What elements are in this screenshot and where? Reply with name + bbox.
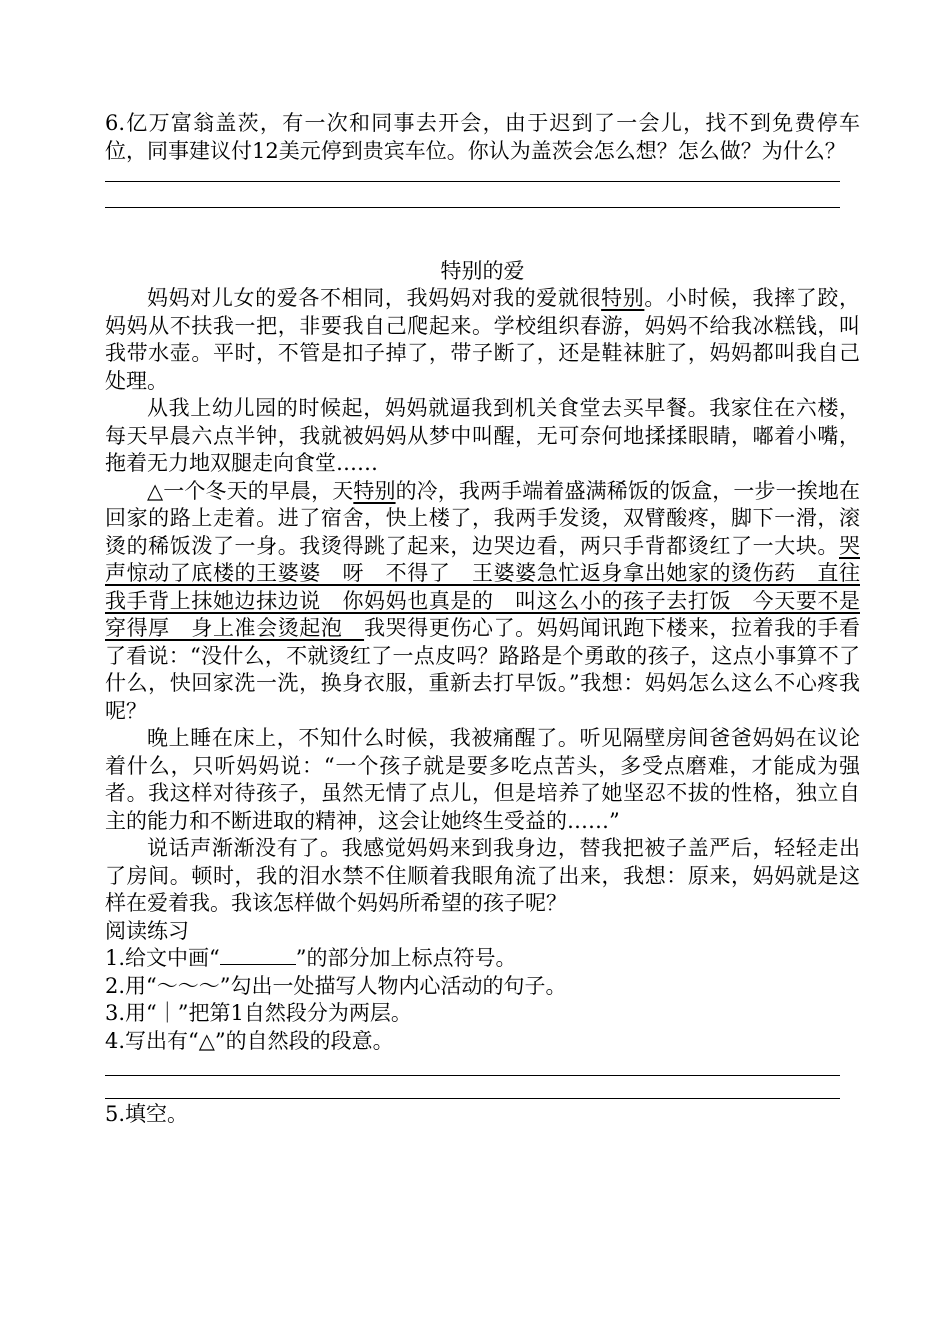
exercise-1: 1.给文中画“ ”的部分加上标点符号。: [105, 946, 517, 970]
article-title: 特别的爱: [440, 259, 525, 283]
exercise-3: 3.用“｜”把第1自然段分为两层。: [105, 1001, 412, 1025]
exercise-5: 5.填空。: [105, 1102, 189, 1126]
underlined-word: 特别: [601, 286, 645, 310]
underlined-word: 特别: [353, 478, 396, 503]
question-6: 6.亿万富翁盖茨，有一次和同事去开会，由于迟到了一会儿，找不到免费停车位，同事建议付12美元停到贵宾车位。你认为盖茨会怎么想？怎么做？为什么？: [105, 111, 860, 163]
exercise-heading: 阅读练习: [105, 918, 189, 943]
paragraph-1: 妈妈对儿女的爱各不相同，我妈妈对我的爱就很特别。小时候，我摔了跤，妈妈从不扶我一把，非要我自己爬起来。学校组织春游，妈妈不给我冰糕钱，叫我带水壶。平时，不管是扣子掉了，带子断了，还是鞋袜脏了，妈妈都叫我自己处理。: [105, 286, 860, 393]
paragraph-5: 说话声渐渐没有了。我感觉妈妈来到我身边，替我把被子盖严后，轻轻走出了房间。顿时，我的泪水禁不住顺着我眼角流了出来，我想：原来，妈妈就是这样在爱着我。我该怎样做个妈妈所希望的孩子呢？: [105, 836, 860, 915]
blank-underline: [220, 946, 296, 965]
exercise-2: 2.用“～～～”勾出一处描写人物内心活动的句子。: [105, 973, 567, 998]
paragraph-3: △一个冬天的早晨，天特别的冷，我两手端着盛满稀饭的饭盒，一步一挨地在回家的路上走着。进了宿舍，快上楼了，我两手发烫，双臂酸疼，脚下一滑，滚烫的稀饭泼了一身。我烫得跳了起来，边哭边看，两只手背都烫红了一大块。哭声惊动了底楼的王婆婆 呀 不得了 王婆婆急忙返身拿出她家的烫伤药 直往我手背上抹她边抹边说 你妈妈也真是的 叫这么小的孩子去打饭 今天要不是穿得厚 身上准会烫起泡 我哭得更伤心了。妈妈闻讯跑下楼来，拉着我的手看了看说：“没什么，不就烫红了一点皮吗？路路是个勇敢的孩子，这点小事算不了什么，快回家洗一洗，换身衣服，重新去打早饭。”我想：妈妈怎么这么不心疼我呢？: [105, 478, 861, 723]
underlined-passage: 哭声惊动了底楼的王婆婆 呀 不得了 王婆婆急忙返身拿出她家的烫伤药 直往我手背上抹她边抹边说 你妈妈也真是的 叫这么小的孩子去打饭 今天要不是穿得厚 身上准会烫起泡: [105, 533, 860, 640]
document-page: [105, 110, 860, 1129]
exercise-4: 4.写出有“△”的自然段的段意。: [105, 1028, 394, 1053]
paragraph-2: 从我上幼儿园的时候起，妈妈就逼我到机关食堂去买早餐。我家住在六楼，每天早晨六点半钟，我就被妈妈从梦中叫醒，无可奈何地揉揉眼睛，嘟着小嘴，拖着无力地双腿走向食堂……: [105, 396, 860, 475]
paragraph-4: 晚上睡在床上，不知什么时候，我被痛醒了。听见隔壁房间爸爸妈妈在议论着什么，只听妈妈说：“一个孩子就是要多吃点苦头，多受点磨难，才能成为强者。我这样对待孩子，虽然无情了点儿，但是培养了她坚忍不拔的性格，独立自主的能力和不断进取的精神，这会让她终生受益的……”: [105, 726, 860, 833]
